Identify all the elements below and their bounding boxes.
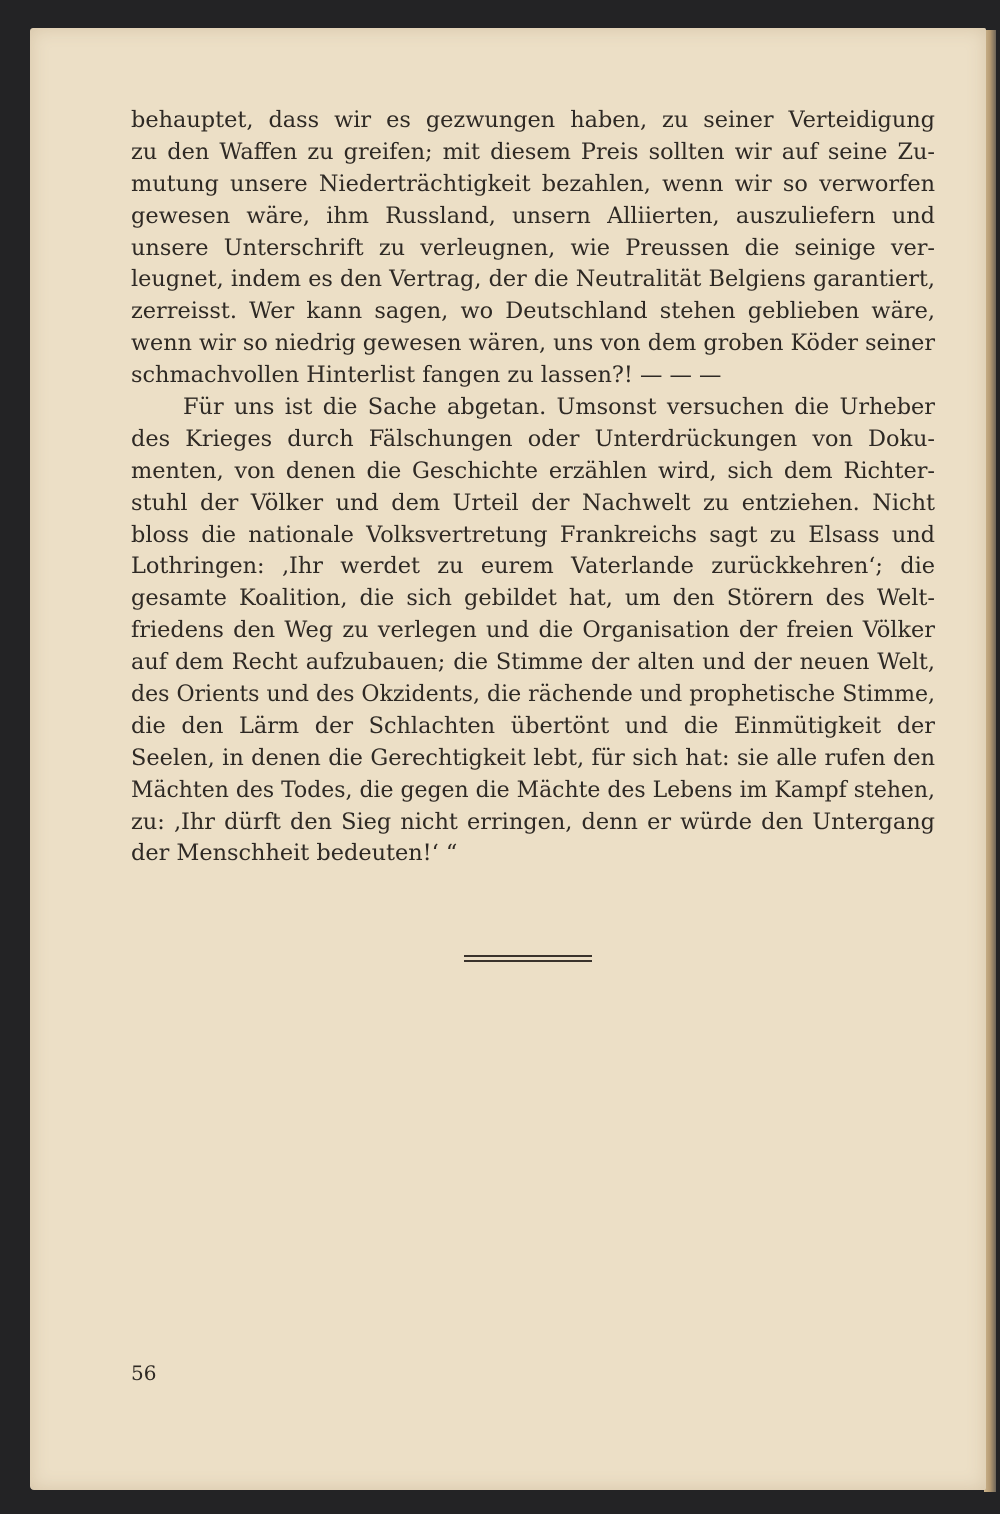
text-line: zerreisst. Wer kann sagen, wo Deutschland stehen geblieben wäre, — [131, 298, 935, 325]
text-line: zu den Waffen zu greifen; mit diesem Preis sollten wir auf seine Zu- — [131, 138, 935, 165]
text-line: Mächten des Todes, die gegen die Mächte des Lebens im Kampf stehen, — [131, 777, 935, 803]
text-line: friedens den Weg zu verlegen und die Organisation der freien Völker — [131, 617, 935, 644]
text-line: Lothringen: ‚Ihr werdet zu eurem Vaterlande zurückkehren‘; die — [131, 553, 935, 580]
text-line: gesamte Koalition, die sich gebildet hat, um den Störern des Welt- — [131, 585, 935, 612]
text-line: zu: ‚Ihr dürft den Sieg nicht erringen, denn er würde den Untergang — [131, 808, 935, 835]
text-line: wenn wir so niedrig gewesen wären, uns von dem groben Köder seiner — [131, 330, 935, 357]
paragraph-2 — [131, 392, 935, 870]
text-line: unsere Unterschrift zu verleugnen, wie Preussen die seinige ver- — [131, 234, 935, 261]
text-line: bloss die nationale Volksvertretung Frankreichs sagt zu Elsass und — [131, 521, 935, 548]
text-line: schmachvollen Hinterlist fangen zu lassen?! — — — — [131, 362, 722, 389]
text-line: die den Lärm der Schlachten übertönt und die Einmütigkeit der — [131, 712, 935, 739]
text-line: leugnet, indem es den Vertrag, der die Neutralität Belgiens garantiert, — [131, 266, 935, 293]
text-line: auf dem Recht aufzubauen; die Stimme der alten und der neuen Welt, — [131, 649, 935, 676]
page-number: 56 — [131, 1361, 157, 1385]
body-text — [131, 105, 935, 870]
text-line: des Orients und des Okzidents, die rächende und prophetische Stimme, — [131, 682, 936, 708]
text-line: des Krieges durch Fälschungen oder Unterdrückungen von Doku- — [131, 425, 935, 452]
text-line: Seelen, in denen die Gerechtigkeit lebt, für sich hat: sie alle rufen den — [131, 744, 935, 771]
double-rule-divider — [464, 955, 592, 962]
text-line: der Menschheit bedeuten!‘ “ — [131, 840, 458, 867]
text-line: menten, von denen die Geschichte erzählen wird, sich dem Richter- — [131, 457, 935, 484]
text-line: mutung unsere Niederträchtigkeit bezahlen, wenn wir so verworfen — [131, 170, 935, 197]
text-line: Für uns ist die Sache abgetan. Umsonst versuchen die Urheber — [183, 394, 935, 421]
text-line: stuhl der Völker und dem Urteil der Nachwelt zu entziehen. Nicht — [131, 489, 935, 516]
text-line: behauptet, dass wir es gezwungen haben, zu seiner Verteidigung — [131, 107, 935, 133]
text-line: gewesen wäre, ihm Russland, unsern Alliierten, auszuliefern und — [131, 202, 935, 229]
paragraph-1 — [131, 105, 935, 392]
